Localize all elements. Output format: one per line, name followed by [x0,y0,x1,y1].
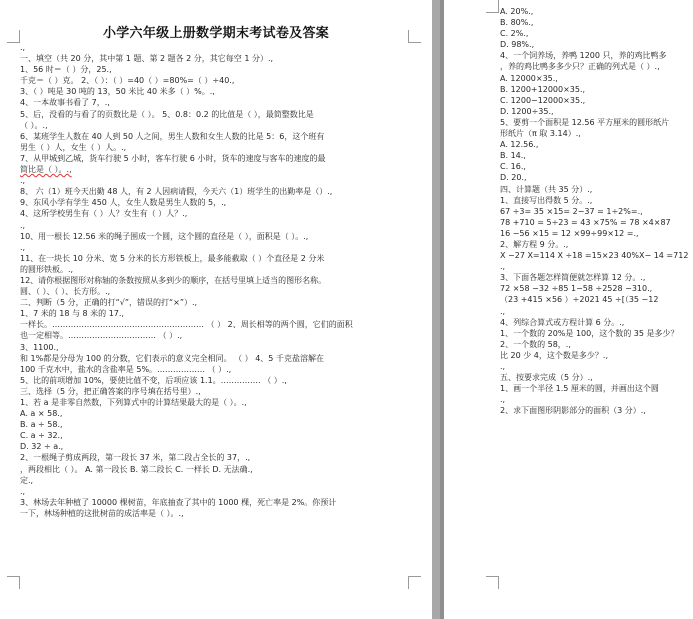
text-line: 4、一个饲养场，养鸭 1200 只，养的鸡比鸭多 [500,51,667,61]
text-line: （ ）。., [20,120,48,130]
text-line: 圆、（ ）、（ ）、长方形。., [20,287,111,297]
page-title: 小学六年级上册数学期末考试卷及答案 [102,26,330,41]
text-line: 3、（ ）吨是 30 吨的 13，50 米比 40 米多（ ）%。., [20,87,215,97]
text-line: 也一定相等。…………………………… （ ）., [20,331,183,341]
text-line: 1、56 时＝（ ）分，25., [20,65,112,75]
text-line: B. 80%., [500,18,534,28]
text-line: 五、按要求完成（5 分）., [500,373,593,383]
text-line: C. 2%., [500,29,529,39]
text-line: D. 98%., [500,40,535,50]
text-line: 一、填空（共 20 分，其中第 1 题、第 2 题各 2 分，其它每空 1 分）., [20,54,274,64]
text-line: D. 32 ÷ a., [20,442,64,452]
text-line: A. 20%., [500,7,534,16]
text-line: ., [20,176,26,186]
text-line: 简比是（ ）。., [20,165,72,175]
text-line: 4、一本故事书看了 7，., [20,98,110,108]
text-line: （23 +415 ×56 ）÷2021 45 ÷[（35 −12 [500,295,659,305]
text-line: 一样长。………………………………………………… （ ） 2、周长相等的两个圆，它们的面积 [20,320,353,330]
text-line: 67 ÷3= 35 ×15= 2−37 = 1÷2%=., [500,206,643,216]
text-line: 1、画一个半径 1.5 厘米的圆，并画出这个圆 [500,384,659,394]
text-line: B. 14., [500,151,526,161]
text-line: ., [500,395,506,405]
text-line: 定., [20,475,34,485]
text-line: C. 1200−12000×35., [500,95,586,105]
text-line: 2、求下面图形阴影部分的面积（3 分）., [500,406,646,416]
text-line: 5、后，没看的与看了的页数比是（ ）。 5、0.8：0.2 的比值是（ ），最简整数比是 [20,109,314,119]
text-line: B. a ÷ 58., [20,420,63,430]
text-line: ，养的鸡比鸭多多少只？正确的列式是（ ）., [500,62,660,72]
left-page-text [20,42,382,519]
text-line: 的圆形铁板。., [20,264,74,274]
page-corner-mark [486,576,499,589]
text-line: 16 −56 ×15 = 12 ×99÷99×12 =., [500,228,639,238]
text-line: 7、从甲城到乙城，货车行驶 5 小时，客车行驶 6 小时，货车的速度与客车的速度的最 [20,153,326,163]
text-line: 3、1100., [20,342,59,352]
text-line: 形纸片（π 取 3.14）., [500,129,581,139]
text-line: 4、列综合算式或方程计算 6 分。., [500,317,625,327]
text-line: 2、一根绳子剪成两段，第一段长 37 米，第二段占全长的 37，., [20,453,251,463]
text-line: 千克＝（ ）克。 2、（ ）：（ ）=40（ ）=80%=（ ）÷40., [20,76,235,86]
text-line: D. 20., [500,173,527,183]
text-line: 2、解方程 9 分。., [500,239,569,249]
text-line: 一下，林场种植的这批树苗的成活率是（ ）。., [20,508,184,518]
text-line: C. 16., [500,162,526,172]
text-line: 1、一个数的 20%是 100，这个数的 35 是多少？ [500,328,679,338]
text-line: A. 12000×35., [500,73,558,83]
text-line: 5、要剪一个面积是 12.56 平方厘米的圆形纸片 [500,117,670,127]
right-page-text [500,6,693,416]
text-line: 100 千克水中，盐水的含盐率是 5%。……………… （ ）., [20,364,232,374]
text-line: 比 20 少 4，这个数是多少？., [500,350,608,360]
text-line: 二、判断（5 分，正确的打“√”，错误的打“×”）., [20,298,198,308]
text-line: 3、林场去年种植了 10000 棵树苗，年底抽查了其中的 1000 棵，死亡率是 2%。你预计 [20,497,337,507]
text-line: ，两段相比（ ）。 A. 第一段长 B. 第二段长 C. 一样长 D. 无法确., [20,464,253,474]
text-line: ., [20,242,26,252]
text-line: 四、计算题（共 35 分）., [500,184,593,194]
text-line: A. 12.56., [500,140,539,150]
text-line: ., [20,220,26,230]
text-line: 11、在一块长 10 分米、宽 5 分米的长方形铁板上，最多能截取（ ）个直径是 2 分米 [20,253,325,263]
text-line: 78 +710 = 5÷23 = 43 ×75% = 78 ×4×87 [500,217,671,227]
text-line: 6、某班学生人数在 40 人到 50 人之间，男生人数和女生人数的比是 5：6，这个班有 [20,131,325,141]
text-line: ., [20,43,26,52]
text-line: 10、用一根长 12.56 米的绳子围成一个圆，这个圆的直径是（ ），面积是（ ）。., [20,231,309,241]
text-line: 和 1%都是分母为 100 的分数，它们表示的意义完全相同。 （ ） 4、5 千克盐溶解在 [20,353,324,363]
text-line: X −27 X=114 X ÷18 =15×23 40%X− 14 =712 [500,251,689,261]
text-line: 1、若 a 是非零自然数，下列算式中的计算结果最大的是（ ）。., [20,398,247,407]
text-line: 12、请你根据图形对称轴的条数按照从多到少的顺序，在括号里填上适当的图形名称。 [20,275,327,285]
text-line: 5、比的前项增加 10%，要使比值不变，后项应该 1.1。…………… （ ）., [20,375,287,385]
text-line: C. a ÷ 32., [20,431,63,441]
page-corner-mark [408,576,421,589]
text-line: 9、东风小学有学生 450 人，女生人数是男生人数的 5，., [20,198,227,208]
text-line: D. 1200÷35., [500,106,554,116]
text-line: 男生（ ）人，女生（ ）人。., [20,142,127,152]
text-line: ., [500,262,506,272]
text-line: 三、选择（5 分，把正确答案的序号填在括号里）., [20,386,201,396]
text-line: 2、一个数的 58，., [500,339,571,349]
text-line: ., [500,362,506,371]
text-line: ., [500,306,506,316]
text-line: 1、直接写出得数 5 分。., [500,195,593,205]
document-page-right [444,0,693,619]
text-line: 72 ×58 −32 ÷85 1−58 ÷2528 −310., [500,284,653,294]
page-corner-mark [7,576,20,589]
text-line: ., [20,486,26,496]
text-line: 3、下面各题怎样简便就怎样算 12 分。., [500,273,646,283]
text-line: A. a × 58., [20,409,63,419]
text-line: 1、7 米的 18 与 8 米的 17., [20,309,124,319]
text-line: 4、这所学校男生有（ ）人？女生有（ ）人？., [20,209,188,219]
text-line: 8、 六（1）班今天出勤 48 人，有 2 人因病请假，今天六（1）班学生的出勤率是（）., [20,187,333,197]
text-line: B. 1200+12000×35., [500,84,586,94]
page-corner-mark [486,0,499,13]
